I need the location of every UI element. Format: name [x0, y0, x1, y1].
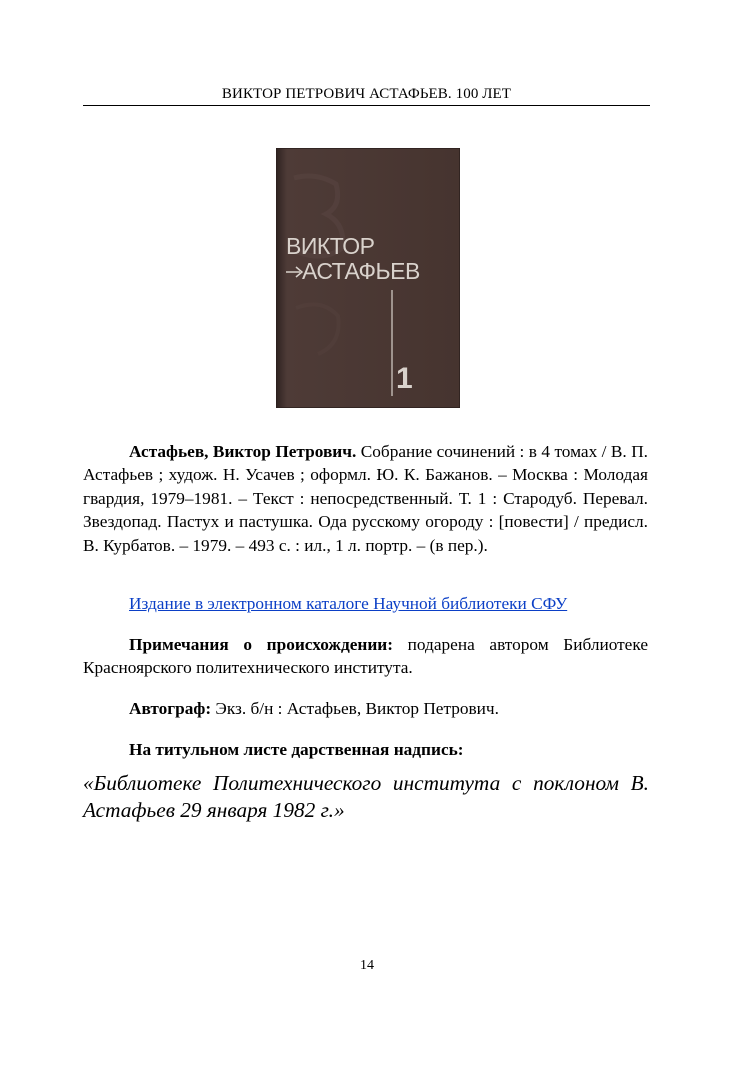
catalog-link-block — [83, 592, 694, 615]
book-cover-illustration — [276, 148, 460, 408]
autograph-note — [83, 697, 648, 720]
page-number: 14 — [360, 958, 374, 973]
cover-volume-number: 1 — [396, 362, 413, 395]
inscription-heading: На титульном листе дарственная надпись: — [129, 740, 464, 759]
autograph-label: Автограф: — [129, 699, 212, 718]
catalog-link[interactable]: Издание в электронном каталоге Научной библиотеки СФУ — [129, 594, 568, 613]
bibliographic-entry — [83, 440, 648, 557]
book-cover-image — [276, 148, 460, 408]
provenance-label: Примечания о происхождении: — [129, 635, 393, 654]
header-rule — [83, 105, 650, 106]
running-header: ВИКТОР ПЕТРОВИЧ АСТАФЬЕВ. 100 ЛЕТ — [221, 86, 512, 102]
cover-author-first: ВИКТОР — [286, 233, 375, 259]
provenance-text: подарена автором Библиотеке Красноярского политехнического института. — [83, 635, 648, 678]
entry-author: Астафьев, Виктор Петрович. — [129, 442, 357, 461]
cover-author-last: АСТАФЬЕВ — [302, 258, 420, 284]
entry-description: Собрание сочинений : в 4 томах / В. П. Астафьев ; худож. Н. Усачев ; оформл. Ю. К. Бажанов. – Москва : Молодая гвардия, 1979–1981. – Текст : непосредственный. Т. 1 : Стародуб. Перевал. Звездопад. Пастух и пастушка. Ода русскому огороду : [повести] / предисл. В. Курбатов. – 1979. – 493 с. : ил., 1 л. портр. – (в пер.). — [83, 442, 648, 555]
provenance-note — [83, 633, 648, 680]
inscription-quote: «Библиотеке Политехнического института с поклоном В. Астафьев 29 января 1982 г.» — [83, 771, 649, 822]
autograph-text: Экз. б/н : Астафьев, Виктор Петрович. — [211, 699, 499, 718]
